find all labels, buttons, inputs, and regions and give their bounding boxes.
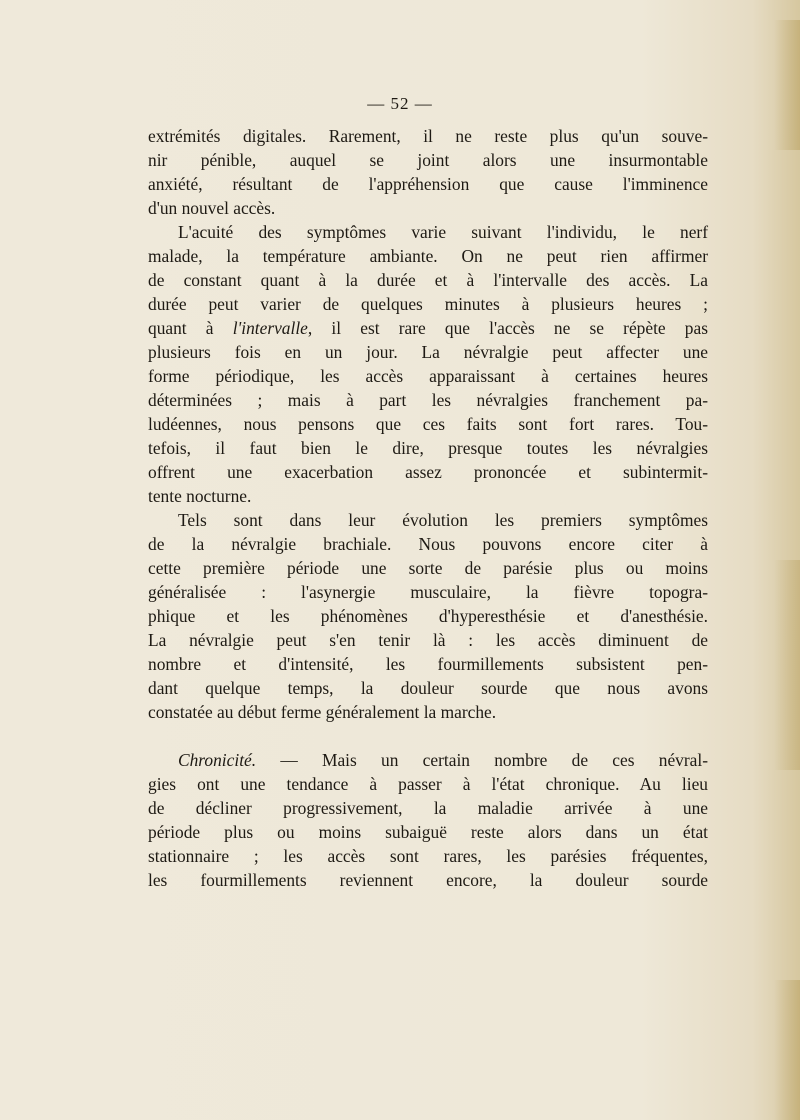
- text-line: nombre et d'intensité, les fourmillements subsistent pen-: [148, 654, 708, 674]
- paragraph: [148, 508, 708, 724]
- text-line: cette première période une sorte de parésie plus ou moins: [148, 558, 708, 578]
- text-line: [148, 748, 708, 772]
- text-line: forme périodique, les accès apparaissant à certaines heures: [148, 366, 708, 386]
- text-line: de constant quant à la durée et à l'intervalle des accès. La: [148, 270, 708, 290]
- text-line: stationnaire ; les accès sont rares, les parésies fréquentes,: [148, 846, 708, 866]
- text-line: L'acuité des symptômes varie suivant l'individu, le nerf: [178, 222, 708, 242]
- text-line: dant quelque temps, la douleur sourde que nous avons: [148, 678, 708, 698]
- text-line: durée peut varier de quelques minutes à plusieurs heures ;: [148, 294, 708, 314]
- paragraph: [148, 124, 708, 220]
- text-line: offrent une exacerbation assez prononcée et subintermit-: [148, 462, 708, 482]
- paper-stain: [774, 980, 800, 1120]
- section-heading: Chronicité.: [178, 750, 257, 770]
- text-line: anxiété, résultant de l'appréhension que cause l'imminence: [148, 174, 708, 194]
- page-number: — 52 —: [367, 94, 433, 113]
- text-line: plusieurs fois en un jour. La névralgie peut affecter une: [148, 342, 708, 362]
- body-text: [148, 124, 708, 892]
- text-line: période plus ou moins subaiguë reste alors dans un état: [148, 822, 708, 842]
- text-line: gies ont une tendance à passer à l'état chronique. Au lieu: [148, 774, 708, 794]
- paragraph: [148, 748, 708, 892]
- text-line: malade, la température ambiante. On ne peut rien affirmer: [148, 246, 708, 266]
- text-line: de décliner progressivement, la maladie arrivée à une: [148, 798, 708, 818]
- text-line: les fourmillements reviennent encore, la douleur sourde: [148, 870, 708, 890]
- text-line: généralisée : l'asynergie musculaire, la fièvre topogra-: [148, 582, 708, 602]
- text-fragment: , il est rare que l'accès ne se répète pas: [307, 318, 708, 338]
- text-line: de la névralgie brachiale. Nous pouvons encore citer à: [148, 534, 708, 554]
- text-line: [148, 316, 708, 340]
- text-line: ludéennes, nous pensons que ces faits sont fort rares. Tou-: [148, 414, 708, 434]
- text-line: La névralgie peut s'en tenir là : les accès diminuent de: [148, 630, 708, 650]
- text-line: d'un nouvel accès.: [148, 198, 276, 218]
- text-fragment: — Mais un certain nombre de ces névral-: [256, 750, 708, 770]
- italic-term: l'intervalle: [232, 318, 308, 338]
- text-fragment: quant à: [148, 318, 233, 338]
- text-line: constatée au début ferme généralement la marche.: [148, 702, 497, 722]
- text-line: déterminées ; mais à part les névralgies franchement pa-: [148, 390, 708, 410]
- text-line: Tels sont dans leur évolution les premiers symptômes: [178, 510, 708, 530]
- text-line: nir pénible, auquel se joint alors une insurmontable: [148, 150, 708, 170]
- text-line: extrémités digitales. Rarement, il ne reste plus qu'un souve-: [148, 126, 708, 146]
- paper-stain: [774, 20, 800, 150]
- text-line: tefois, il faut bien le dire, presque toutes les névralgies: [148, 438, 708, 458]
- text-line: phique et les phénomènes d'hyperesthésie et d'anesthésie.: [148, 606, 708, 626]
- paragraph-gap: [148, 724, 708, 748]
- paragraph: [148, 220, 708, 508]
- text-line: tente nocturne.: [148, 486, 252, 506]
- paper-stain: [774, 560, 800, 770]
